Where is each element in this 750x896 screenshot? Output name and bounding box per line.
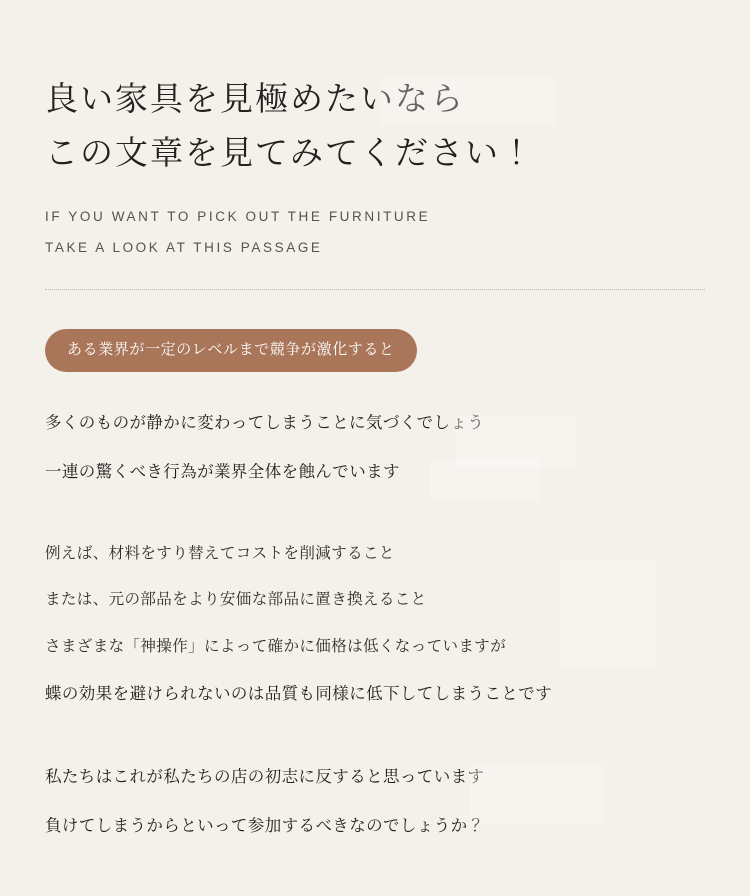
headline-line-1: 良い家具を見極めたいなら [45, 80, 465, 117]
subheading-group [45, 201, 705, 263]
paragraph: 例えば、材料をすり替えてコストを削減すること [45, 544, 395, 562]
paragraph: 私たちはこれが私たちの店の初志に反すると思っています [45, 768, 485, 787]
section-tag-container [45, 329, 705, 373]
body-block-1 [45, 406, 705, 489]
body-block-2 [45, 538, 705, 712]
body-block-3 [45, 760, 705, 843]
subheading-line-2: TAKE A LOOK AT THIS PASSAGE [45, 239, 323, 255]
paragraph: 多くのものが静かに変わってしまうことに気づくでしょう [45, 414, 485, 433]
section-tag: ある業界が一定のレベルまで競争が激化すると [45, 329, 417, 373]
page-header [45, 0, 705, 263]
subheading-line-1: IF YOU WANT TO PICK OUT THE FURNITURE [45, 208, 431, 224]
paragraph: 蝶の効果を避けられないのは品質も同様に低下してしまうことです [45, 685, 552, 704]
paragraph: 一連の驚くべき行為が業界全体を蝕んでいます [45, 463, 400, 482]
paragraph: さまざまな「神操作」によって確かに価格は低くなっていますが [45, 637, 507, 655]
headline-line-2: この文章を見てみてください！ [45, 134, 535, 172]
dotted-divider [45, 289, 705, 291]
paragraph: または、元の部品をより安価な部品に置き換えること [45, 591, 427, 609]
paragraph: 負けてしまうからといって参加するべきなのでしょうか？ [45, 816, 485, 835]
